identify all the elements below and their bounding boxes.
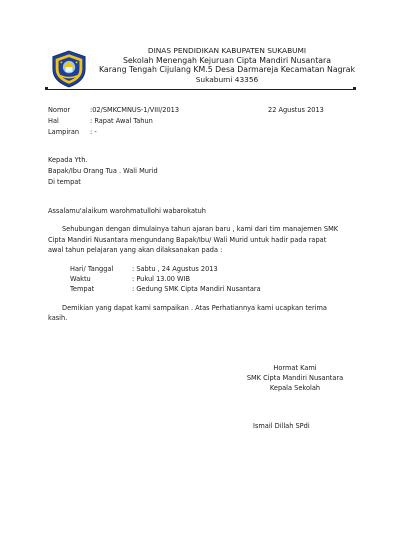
hal-value: : Rapat Awal Tahun: [90, 117, 153, 125]
closing-line-2: kasih.: [48, 314, 68, 322]
signature-school: SMK Cipta Mandiri Nusantara: [246, 374, 344, 382]
letterhead-agency: DINAS PENDIDIKAN KABUPATEN SUKABUMI: [147, 46, 307, 55]
hal-label: Hal: [48, 117, 59, 125]
letterhead-divider: [46, 89, 356, 90]
letterhead: [82, 46, 372, 84]
recipient-name: Bapak/Ibu Orang Tua . Wali Murid: [48, 167, 158, 175]
recipient-place: Di tempat: [48, 178, 81, 186]
letterhead-postal: Sukabumi 43356: [195, 74, 259, 84]
letterhead-school-name: Sekolah Menengah Kejuruan Cipta Mandiri Nusantara: [122, 55, 332, 65]
divider-left-mark: [45, 87, 48, 90]
schedule-label: Hari/ Tanggal: [70, 265, 114, 273]
signatory-name: Ismail Dillah SPdi: [253, 422, 310, 430]
schedule-label: Waktu: [70, 275, 91, 283]
schedule-value: : Gedung SMK Cipta Mandiri Nusantara: [132, 285, 261, 293]
nomor-value: :02/SMKCMNUS-1/VIII/2013: [90, 106, 180, 114]
closing-line-1: Demikian yang dapat kami sampaikan . Atas Perhatiannya kami ucapkan terima: [62, 304, 327, 312]
schedule-value: : Pukul 13.00 WIB: [132, 275, 191, 283]
lampiran-label: Lampiran: [48, 128, 80, 136]
salutation: Assalamu'alaikum warohmatullohi wabarokatuh: [48, 207, 206, 215]
body-line-2: Cipta Mandiri Nusantara mengundang Bapak/Ibu/ Wali Murid untuk hadir pada rapat: [48, 236, 327, 244]
nomor-label: Nomor: [48, 106, 71, 114]
letterhead-address: Karang Tengah Cijulang KM.5 Desa Darmareja Kecamatan Nagrak: [98, 65, 356, 75]
recipient-greeting: Kepada Yth.: [48, 156, 88, 164]
letter-date: 22 Agustus 2013: [268, 106, 324, 114]
body-line-1: Sehubungan dengan dimulainya tahun ajaran baru , kami dari tim manajemen SMK: [62, 225, 339, 233]
signature-regards: Hormat Kami: [273, 364, 317, 372]
lampiran-value: : -: [90, 128, 97, 136]
signature-title: Kepala Sekolah: [269, 384, 321, 392]
schedule-label: Tempat: [70, 285, 95, 293]
schedule-value: : Sabtu , 24 Agustus 2013: [132, 265, 218, 273]
body-line-3: awal tahun pelajaran yang akan dilaksanakan pada :: [48, 246, 223, 254]
divider-right-mark: [353, 87, 356, 90]
